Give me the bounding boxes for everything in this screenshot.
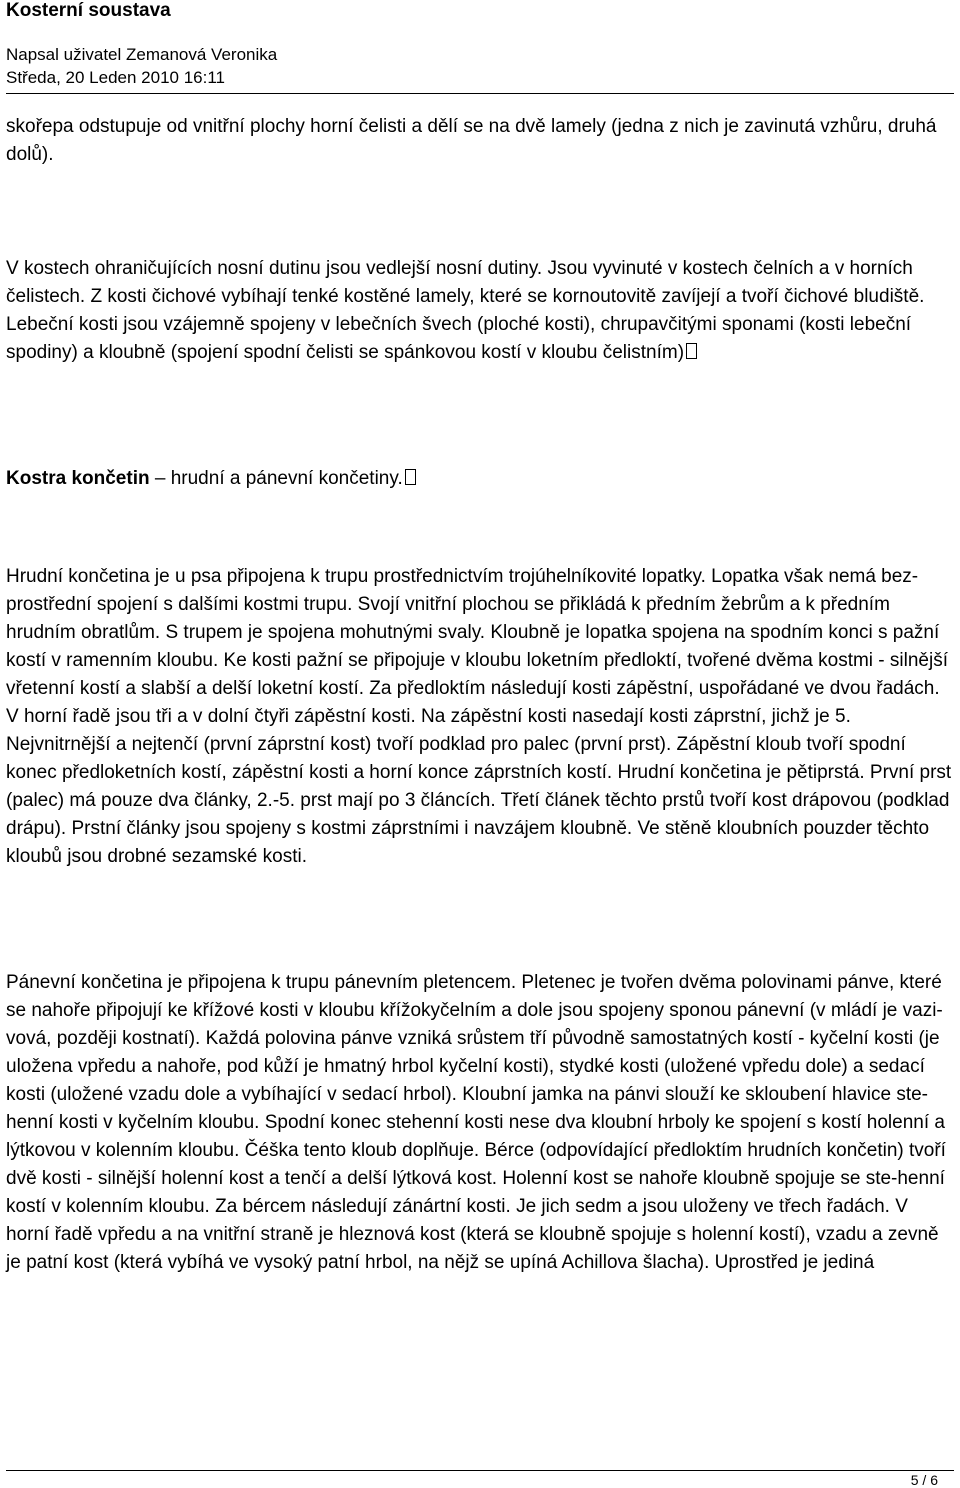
footer-divider xyxy=(6,1470,954,1471)
document-meta xyxy=(6,43,277,89)
heading-rest: – hrudní a pánevní končetiny. xyxy=(149,468,403,489)
page-number: 5 / 6 xyxy=(910,1472,938,1488)
paragraph-thoracic-limb: Hrudní končetina je u psa připojena k trupu prostřednictvím trojúhelníkovité lopatky. Lopatka však nemá bez-prostřední spojení s dalšími kostmi trupu. Svojí vnitřní plochou se přikládá k předním žebrům a k předním hrudním obratlům. S trupem je spojena mohutnými svaly. Kloubně je lopatka spojena na spodním konci s pažní kostí v ramenním kloubu. Ke kosti pažní se připojuje v kloubu loketním předloktí, tvořené dvěma kostmi - silnější vřetenní kostí a slabší a delší loketní kostí. Za předloktím následují kosti zápěstní, uspořádané ve dvou řadách. V horní řadě jsou tři a v dolní čtyři zápěstní kosti. Na zápěstní kosti nasedají kosti záprstní, jichž je 5. Nejvnitrnější a nejtenčí (první záprstní kost) tvoří podklad pro palec (první prst). Zápěstní kloub tvoří spodní konec předloketních kostí, zápěstní kosti a horní konce záprstních kostí. Hrudní končetina je pětiprstá. První prst (palec) má pouze dva články, 2.-5. prst mají po 3 článcích. Třetí článek těchto prstů tvoří kost drápovou (podklad drápu). Prstní články jsou spojeny s kostmi záprstními i navzájem kloubně. Ve stěně kloubních pouzder těchto kloubů jsou drobné sezamské kosti. xyxy=(6,566,952,867)
missing-glyph-icon xyxy=(405,469,416,485)
section-heading-limbs xyxy=(6,465,952,493)
header-divider xyxy=(6,93,954,94)
author-line: Napsal uživatel Zemanová Veronika xyxy=(6,45,278,64)
paragraph-nasal-cavities xyxy=(6,255,952,367)
paragraph-pelvic-limb: Pánevní končetina je připojena k trupu pánevním pletencem. Pletenec je tvořen dvěma polovinami pánve, které se nahoře připojují ke křížové kosti v kloubu křížokyčelním a dole jsou spojeny sponou pánevní (v mládí je vazi-vová, později kostnatí). Každá polovina pánve vzniká srůstem tří původně samostatných kostí - kyčelní kosti (je uložena vpředu a nahoře, pod kůží je hmatný hrbol kyčelní kosti), stydké kosti (uložené vpředu dole) a sedací kosti (uložené vzadu dole a vybíhající v sedací hrbol). Kloubní jamka na pánvi slouží ke skloubení hlavice ste-henní kosti v kyčelním kloubu. Spodní konec stehenní kosti nese dva kloubní hrboly ke spojení s kostí holenní a lýtkovou v kolenním kloubu. Čéška tento kloub doplňuje. Bérce (odpovídající předloktím hrudních končetin) tvoří dvě kosti - silnější holenní kost a tenčí a delší lýtková kost. Holenní kost se nahoře kloubně spojuje se ste-henní kostí v kolenním kloubu. Za bércem následují zánártní kosti. Je jich sedm a jsou uloženy ve třech řadách. V horní řadě vpředu a na vnitřní straně je hleznová kost (která se kloubně spojuje s holenní kostí), vzadu a zevně je patní kost (která vybíhá ve vysoký patní hrbol, na nějž se upíná Achillova šlacha). Uprostřed je jediná xyxy=(6,972,946,1273)
missing-glyph-icon xyxy=(686,343,697,359)
paragraph-nasal-text: V kostech ohraničujících nosní dutinu jsou vedlejší nosní dutiny. Jsou vyvinuté v kostech čelních a v horních čelistech. Z kosti čichové vybíhají tenké kostěné lamely, které se kornoutovitě zavíjejí a tvoří čichové bludiště. Lebeční kosti jsou vzájemně spojeny v lebečních švech (ploché kosti), chrupavčitými sponami (kosti lebeční spodiny) a kloubně (spojení spodní čelisti se spánkovou kostí v kloubu čelistním) xyxy=(6,258,925,363)
heading-bold: Kostra končetin xyxy=(6,468,150,489)
date-line: Středa, 20 Leden 2010 16:11 xyxy=(6,68,225,87)
article-body xyxy=(6,113,952,1277)
page-header xyxy=(6,0,954,22)
paragraph-skull-end: skořepa odstupuje od vnitřní plochy horní čelisti a dělí se na dvě lamely (jedna z nich je zavinutá vzhůru, druhá dolů). xyxy=(6,116,937,165)
document-title: Kosterní soustava xyxy=(6,0,171,21)
